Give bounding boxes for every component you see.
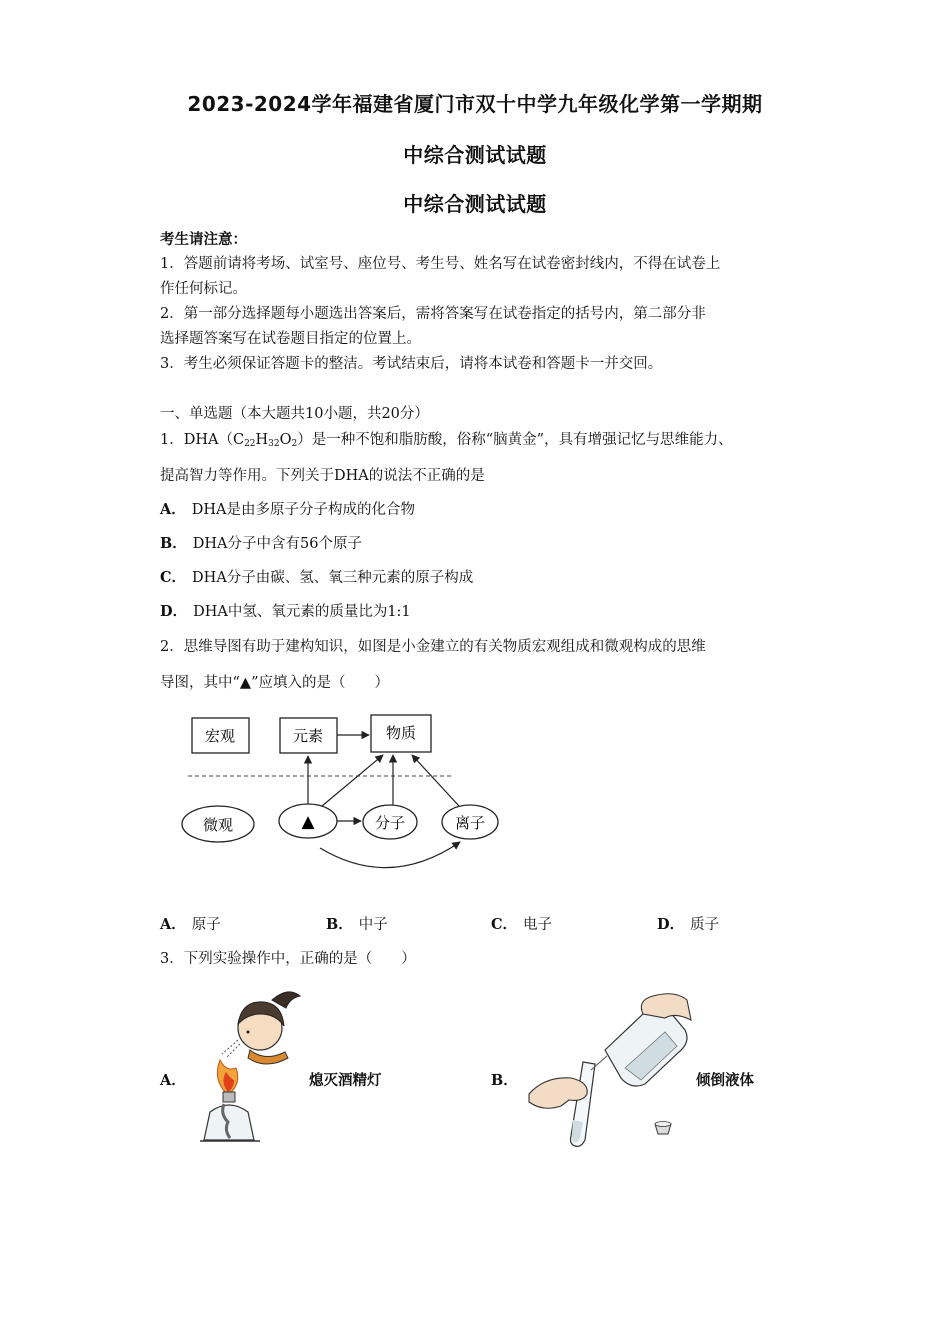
element-label: 元素 [292,727,324,745]
notice-heading: 考生请注意： [160,231,247,248]
substance-label: 物质 [385,724,417,742]
q1-option-a-label: A． [160,501,186,518]
macro-label: 宏观 [204,727,236,745]
q1-option-d[interactable] [160,600,411,621]
arrow-ion-substance [412,755,459,806]
arrow-triangle-ion-curve [320,842,460,868]
micro-label: 微观 [202,816,234,834]
q1-option-c-label: C． [160,569,187,586]
notice-item1-line1: 1．答题前请将考场、试室号、座位号、考生号、姓名写在试卷密封线内，不得在试卷上 [160,256,721,272]
q1-stem-suffix: ）是一种不饱和脂肪酸，俗称“脑黄金”，具有增强记忆与思维能力、 [297,432,733,448]
q1-option-c[interactable] [160,566,473,587]
q3-option-b-label[interactable]: B． [491,1072,518,1089]
q3-option-a-label[interactable]: A． [160,1072,186,1089]
q1-option-a[interactable] [160,498,415,519]
q1-formula-sub-o: 2 [291,439,298,449]
q1-formula-sub-c: 22 [244,439,256,449]
q2-option-c-label: C． [491,916,518,933]
q2-option-b[interactable] [326,913,388,934]
page-title-line2: 中综合测试试题 [403,143,547,167]
notice-item2-line2: 选择题答案写在试卷题目指定的位置上。 [160,331,421,347]
molecule-label: 分子 [374,814,406,832]
q1-formula-o: O [279,432,292,448]
q2-option-b-label: B． [326,916,353,933]
q2-option-c[interactable] [491,913,552,934]
q1-option-a-text: DHA是由多原子分子构成的化合物 [191,502,416,518]
notice-item2-line1: 2．第一部分选择题每小题选出答案后，需将答案写在试卷指定的括号内，第二部分非 [160,306,706,322]
blowing-lamp-illustration [190,980,310,1145]
q2-mind-map [170,705,520,885]
q2-option-b-text: 中子 [358,917,388,933]
q1-option-b-label: B． [160,535,187,552]
q1-stem-line1 [160,428,733,449]
q2-option-d-label: D． [657,916,685,933]
q3-stem: 3．下列实验操作中，正确的是（ ） [160,951,416,967]
notice-item1-line2: 作任何标记。 [160,281,247,297]
q1-option-b[interactable] [160,532,362,553]
q3-option-b-text: 倾倒液体 [696,1072,754,1089]
q3-option-a-text: 熄灭酒精灯 [309,1072,382,1089]
page-title-line1: 2023-2024学年福建省厦门市双十中学九年级化学第一学期期 [187,92,763,116]
triangle-label: ▲ [301,812,315,832]
q2-stem-line1: 2．思维导图有助于建构知识，如图是小金建立的有关物质宏观组成和微观构成的思维 [160,639,706,655]
section-heading: 一、单选题（本大题共10小题，共20分） [160,406,429,422]
q2-option-a-text: 原子 [191,917,221,933]
q2-option-a[interactable] [160,913,221,934]
q1-formula-h: H [255,432,269,448]
q2-option-d[interactable] [657,913,719,934]
arrow-triangle-substance [322,755,383,806]
q1-option-d-text: DHA中氢、氧元素的质量比为1:1 [193,604,411,620]
q1-option-d-label: D． [160,603,188,620]
q1-stem-prefix: 1．DHA（C [160,432,245,448]
q2-stem-line2: 导图，其中“▲”应填入的是（ ） [160,675,389,691]
page-title-line3: 中综合测试试题 [403,192,547,216]
q1-option-c-text: DHA分子由碳、氢、氧三种元素的原子构成 [192,570,474,586]
q2-option-a-label: A． [160,916,186,933]
ion-label: 离子 [454,814,486,832]
notice-item3: 3．考生必须保证答题卡的整洁。考试结束后，请将本试卷和答题卡一并交回。 [160,356,663,372]
q1-option-b-text: DHA分子中含有56个原子 [192,536,362,552]
q2-option-d-text: 质子 [690,917,720,933]
pouring-liquid-illustration [525,990,695,1150]
q2-option-c-text: 电子 [523,917,553,933]
q1-stem-line2: 提高智力等作用。下列关于DHA的说法不正确的是 [160,468,485,484]
q1-formula-sub-h: 32 [268,439,280,449]
